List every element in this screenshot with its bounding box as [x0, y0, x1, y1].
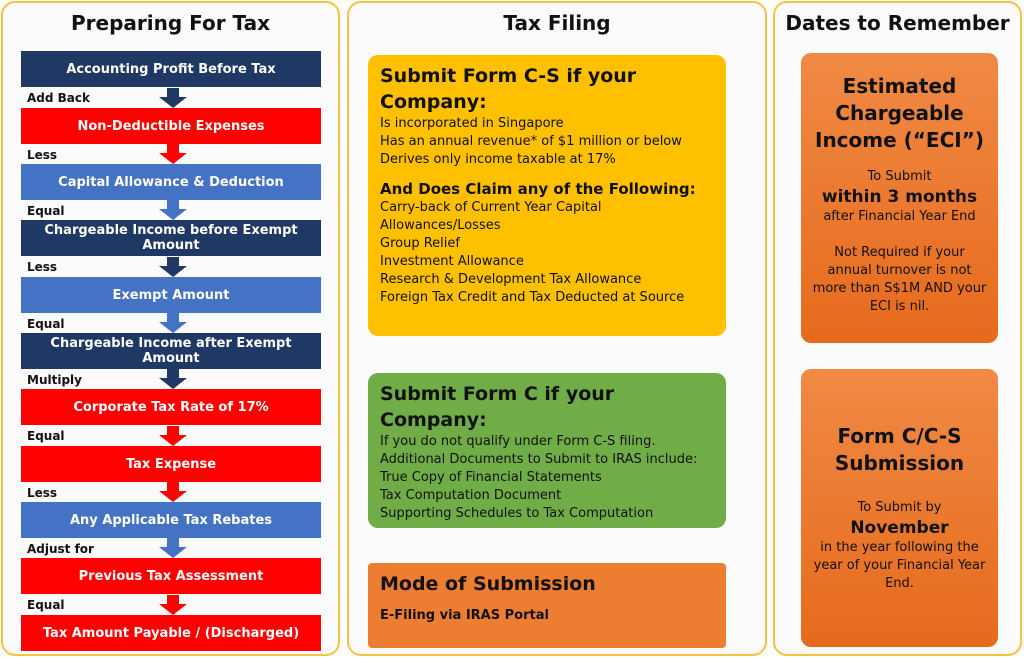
mode-text: E-Filing via IRAS Portal: [380, 608, 549, 623]
eci-box: [801, 53, 998, 343]
form-c-line: If you do not qualify under Form C-S filing.: [380, 434, 656, 449]
form-cs-claim: Foreign Tax Credit and Tax Deducted at Source: [380, 290, 685, 305]
down-arrow-icon: [159, 595, 187, 615]
down-arrow-icon: [159, 88, 187, 108]
mode-of-submission-box: [368, 563, 726, 648]
form-submission-pre: To Submit by: [857, 500, 942, 515]
form-c-box: [368, 373, 726, 528]
preparing-for-tax-panel: [1, 1, 340, 656]
connector-label: Multiply: [27, 373, 82, 387]
eci-title: Estimated Chargeable Income (“ECI”): [815, 74, 984, 152]
connector-label: Equal: [27, 598, 65, 612]
step-non-deductible: Non-Deductible Expenses: [21, 108, 321, 144]
connector-label: Add Back: [27, 91, 90, 105]
down-arrow-icon: [159, 313, 187, 333]
form-c-line: Additional Documents to Submit to IRAS include:: [380, 452, 698, 467]
connector-label: Equal: [27, 429, 65, 443]
form-cs-criteria: Is incorporated in Singapore: [380, 116, 564, 131]
step-tax-payable: Tax Amount Payable / (Discharged): [21, 615, 321, 651]
form-cs-heading: Submit Form C-S if your Company:: [380, 65, 637, 113]
down-arrow-icon: [159, 144, 187, 164]
down-arrow-icon: [159, 200, 187, 220]
connector-label: Less: [27, 260, 58, 274]
eci-pre: To Submit: [867, 169, 932, 184]
panel-title: Dates to Remember: [785, 11, 1010, 35]
down-arrow-icon: [159, 257, 187, 277]
eci-post: after Financial Year End: [823, 209, 976, 224]
down-arrow-icon: [159, 369, 187, 389]
down-arrow-icon: [159, 538, 187, 558]
mode-heading: Mode of Submission: [380, 573, 596, 595]
connector-label: Equal: [27, 204, 65, 218]
step-tax-rebates: Any Applicable Tax Rebates: [21, 502, 321, 538]
form-c-line: Supporting Schedules to Tax Computation: [380, 506, 654, 521]
form-cs-criteria: Derives only income taxable at 17%: [380, 152, 616, 167]
form-cs-claim: Allowances/Losses: [380, 218, 501, 233]
step-accounting-profit: Accounting Profit Before Tax: [21, 51, 321, 87]
connector-label: Less: [27, 486, 58, 500]
step-previous-assessment: Previous Tax Assessment: [21, 558, 321, 594]
connector-label: Equal: [27, 317, 65, 331]
step-capital-allowance: Capital Allowance & Deduction: [21, 164, 321, 200]
step-corporate-tax-rate: Corporate Tax Rate of 17%: [21, 389, 321, 425]
step-tax-expense: Tax Expense: [21, 446, 321, 482]
form-cs-claim: Carry-back of Current Year Capital: [380, 200, 602, 215]
dates-panel: [773, 1, 1022, 656]
connector-label: Less: [27, 148, 58, 162]
form-c-line: Tax Computation Document: [380, 488, 562, 503]
down-arrow-icon: [159, 482, 187, 502]
form-submission-post: in the year following the year of your Financial Year End.: [813, 540, 986, 591]
down-arrow-icon: [159, 426, 187, 446]
form-cs-claim: Investment Allowance: [380, 254, 524, 269]
form-cs-box: [368, 55, 726, 336]
step-chargeable-before: Chargeable Income before Exempt Amount: [21, 220, 321, 256]
form-cs-subheading: And Does Claim any of the Following:: [380, 180, 696, 198]
step-chargeable-after: Chargeable Income after Exempt Amount: [21, 333, 321, 369]
tax-filing-panel: [347, 1, 767, 656]
form-cs-claim: Research & Development Tax Allowance: [380, 272, 642, 287]
panel-title: Preparing For Tax: [70, 11, 270, 35]
connector-label: Adjust for: [27, 542, 94, 556]
form-c-heading: Submit Form C if your Company:: [380, 383, 615, 431]
panel-title: Tax Filing: [503, 11, 611, 35]
form-submission-title: Form C/C-S Submission: [834, 424, 965, 475]
form-cs-criteria: Has an annual revenue* of $1 million or below: [380, 134, 682, 149]
eci-deadline: within 3 months: [821, 187, 978, 207]
form-c-line: True Copy of Financial Statements: [380, 470, 602, 485]
form-cs-claim: Group Relief: [380, 236, 460, 251]
eci-note: Not Required if your annual turnover is not more than S$1M AND your ECI is nil.: [812, 245, 987, 314]
form-submission-box: [801, 369, 998, 647]
form-submission-deadline: November: [850, 518, 949, 538]
step-exempt-amount: Exempt Amount: [21, 277, 321, 313]
